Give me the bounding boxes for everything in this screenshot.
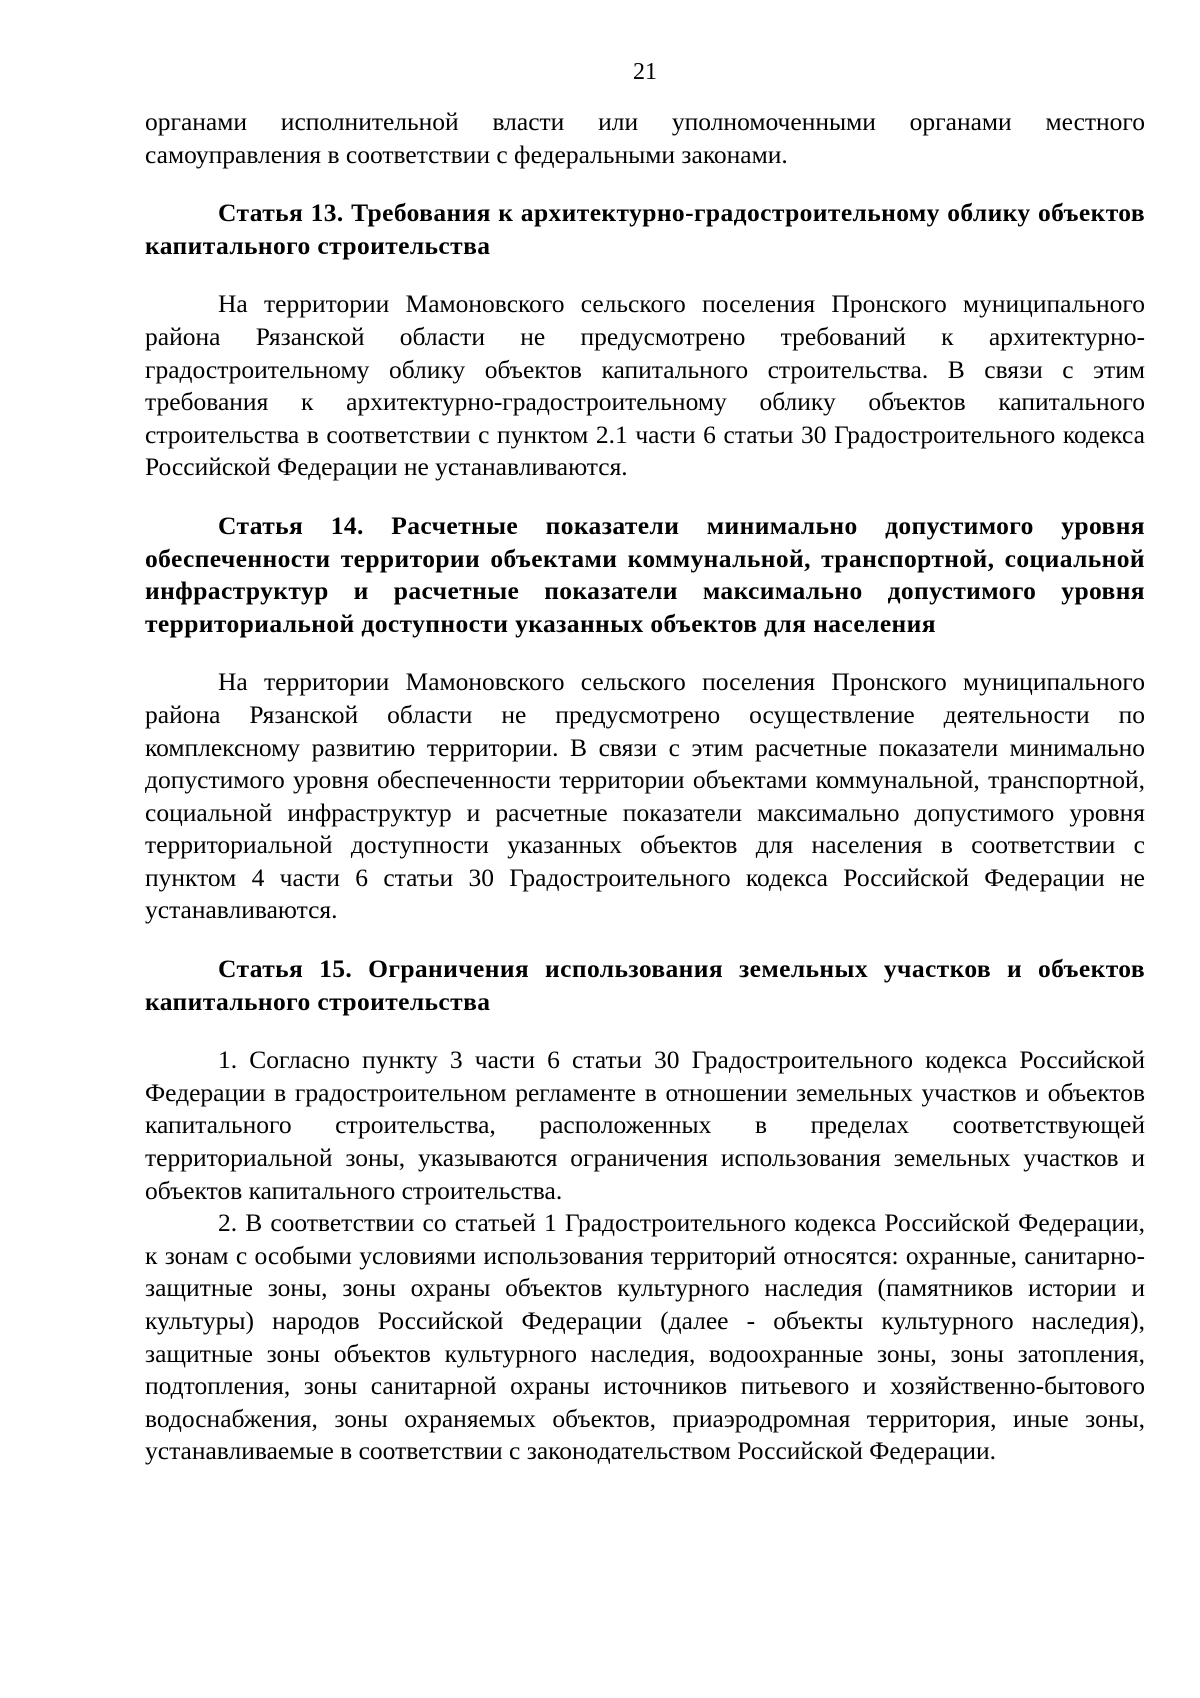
- intro-paragraph: органами исполнительной власти или уполномоченными органами местного самоуправления в соответствии с федеральными законами.: [145, 107, 1145, 169]
- article-14-paragraph: На территории Мамоновского сельского поселения Пронского муниципального района Рязанской области не предусмотрено осуществление деятельности по комплексному развитию территории. В связи с этим расчетные показатели минимально допустимого уровня обеспеченности территории объектами коммунальной, транспортной, социальной инфраструктур и расчетные показатели максимально допустимого уровня территориальной доступности указанных объектов для населения в соответствии с пунктом 4 части 6 статьи 30 Градостроительного кодекса Российской Федерации не устанавливаются.: [145, 667, 1145, 925]
- article-14-heading: Статья 14. Расчетные показатели минимально допустимого уровня обеспеченности территории объектами коммунальной, транспортной, социальной инфраструктур и расчетные показатели максимально допустимого уровня территориальной доступности указанных объектов для населения: [145, 510, 1145, 638]
- article-15-heading: Статья 15. Ограничения использования земельных участков и объектов капитального строительства: [145, 954, 1145, 1016]
- article-13-heading: Статья 13. Требования к архитектурно-градостроительному облику объектов капитального строительства: [145, 198, 1145, 260]
- article-13-paragraph: На территории Мамоновского сельского поселения Пронского муниципального района Рязанской области не предусмотрено требований к архитектурно-градостроительному облику объектов капитального строительства. В связи с этим требования к архитектурно-градостроительному облику объектов капитального строительства в соответствии с пунктом 2.1 части 6 статьи 30 Градостроительного кодекса Российской Федерации не устанавливаются.: [145, 289, 1145, 482]
- page-number: 21: [633, 59, 657, 85]
- article-15-paragraph-1: 1. Согласно пункту 3 части 6 статьи 30 Градостроительного кодекса Российской Федерации в градостроительном регламенте в отношении земельных участков и объектов капитального строительства, расположенных в пределах соответствующей территориальной зоны, указываются ограничения использования земельных участков и объектов капитального строительства.: [145, 1045, 1145, 1205]
- article-15-paragraph-2: 2. В соответствии со статьей 1 Градостроительного кодекса Российской Федерации, к зонам с особыми условиями использования территорий относятся: охранные, санитарно-защитные зоны, зоны охраны объектов культурного наследия (памятников истории и культуры) народов Российской Федерации (далее - объекты культурного наследия), защитные зоны объектов культурного наследия, водоохранные зоны, зоны затопления, подтопления, зоны санитарной охраны источников питьевого и хозяйственно-бытового водоснабжения, зоны охраняемых объектов, приаэродромная территория, иные зоны, устанавливаемые в соответствии с законодательством Российской Федерации.: [145, 1208, 1145, 1466]
